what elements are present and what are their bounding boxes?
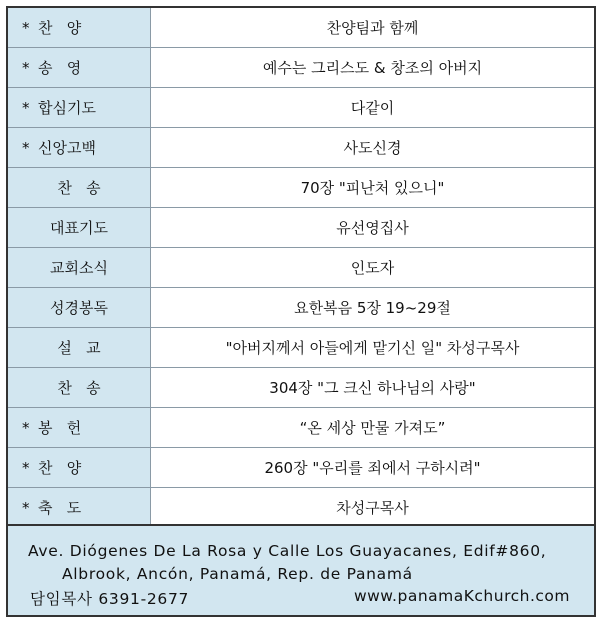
asterisk-mark: * [22,498,30,517]
order-label: 합심기도 [38,99,96,117]
order-label-cell [7,48,151,88]
order-label-wrap [8,248,150,287]
order-value: 다같이 [151,88,596,128]
order-row [7,248,595,288]
order-label: 찬 양 [38,459,82,477]
order-label-wrap [8,488,150,527]
order-value: 찬양팀과 함께 [151,7,596,48]
order-label-cell [7,328,151,368]
asterisk-mark: * [22,418,30,437]
order-value: 사도신경 [151,128,596,168]
order-label-cell [7,88,151,128]
order-label-wrap [8,328,150,367]
order-label-cell [7,7,151,48]
order-label-cell [7,128,151,168]
order-label: 대표기도 [50,219,108,237]
order-value: 예수는 그리스도 & 창조의 아버지 [151,48,596,88]
order-label: 봉 헌 [38,419,82,437]
asterisk-mark: * [22,58,30,77]
order-label-cell [7,208,151,248]
order-row [7,128,595,168]
asterisk-mark: * [22,98,30,117]
order-value: “온 세상 만물 가져도” [151,408,596,448]
asterisk-mark: * [22,18,30,37]
order-row [7,208,595,248]
order-value: 요한복음 5장 19~29절 [151,288,596,328]
order-label-cell [7,168,151,208]
asterisk-mark: * [22,458,30,477]
asterisk-mark: * [22,138,30,157]
order-row [7,168,595,208]
order-label-cell [7,248,151,288]
order-row [7,368,595,408]
church-info-footer [6,524,596,617]
order-value: 차성구목사 [151,488,596,529]
order-value: "아버지께서 아들에게 맡기신 일" 차성구목사 [151,328,596,368]
order-label-wrap [8,168,150,207]
address-line-2: Albrook, Ancón, Panamá, Rep. de Panamá [62,565,413,583]
order-value: 304장 "그 크신 하나님의 사랑" [151,368,596,408]
order-label-wrap [8,208,150,247]
order-label-wrap [8,408,150,447]
order-label: 축 도 [38,499,82,517]
order-label: 찬 송 [57,179,101,197]
order-value: 인도자 [151,248,596,288]
order-value: 260장 "우리를 죄에서 구하시려" [151,448,596,488]
order-row [7,288,595,328]
order-label-cell [7,448,151,488]
order-label: 성경봉독 [50,299,108,317]
order-label-cell [7,368,151,408]
order-label-cell [7,408,151,448]
order-label-wrap [8,448,150,487]
order-label: 신앙고백 [38,139,96,157]
order-label-wrap [8,368,150,407]
order-row [7,488,595,529]
order-row [7,448,595,488]
order-row [7,48,595,88]
order-value: 70장 "피난처 있으니" [151,168,596,208]
order-label: 송 영 [38,59,82,77]
order-label-wrap [8,48,150,87]
worship-order-body [7,7,595,528]
order-label: 교회소식 [50,259,108,277]
order-row [7,328,595,368]
order-row [7,408,595,448]
order-label: 설 교 [57,339,101,357]
order-label-wrap [8,8,150,47]
order-label: 찬 송 [57,379,101,397]
order-row [7,7,595,48]
order-label-wrap [8,88,150,127]
website-link[interactable]: www.panamaKchurch.com [353,587,570,605]
order-label-cell [7,488,151,529]
order-label-wrap [8,128,150,167]
order-label: 찬 양 [38,19,82,37]
worship-order-table [6,6,596,529]
order-value: 유선영집사 [151,208,596,248]
pastor-phone: 담임목사 6391-2677 [30,590,190,608]
order-label-wrap [8,288,150,327]
address-line-1: Ave. Diógenes De La Rosa y Calle Los Guayacanes, Edif#860, [28,542,547,560]
order-label-cell [7,288,151,328]
order-row [7,88,595,128]
